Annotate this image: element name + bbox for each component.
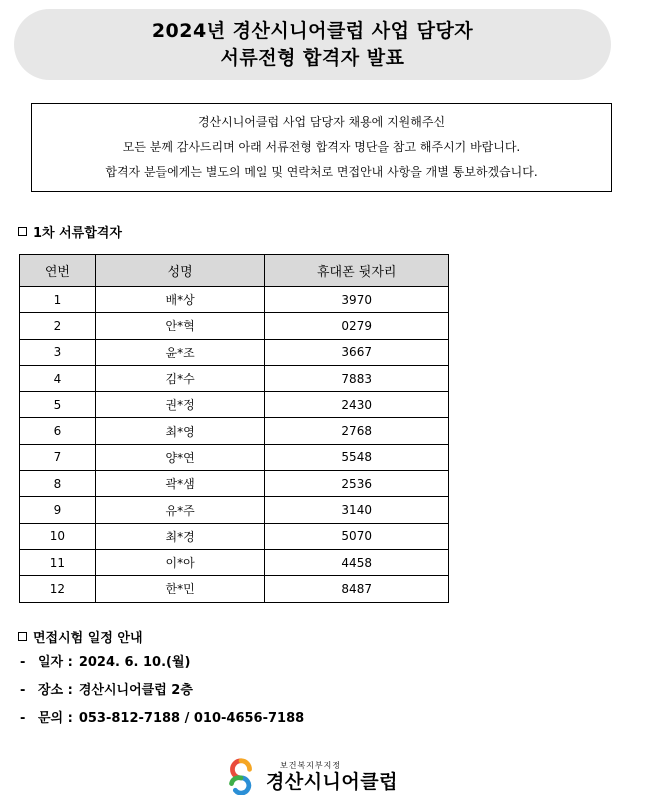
cell-phone: 8487 [265,576,449,602]
cell-number: 11 [20,549,96,575]
cell-phone: 3970 [265,287,449,313]
cell-phone: 3140 [265,497,449,523]
table-row [20,523,449,549]
dash-bullet: - [20,683,26,698]
cell-name: 윤*조 [95,339,265,365]
notice-box [31,103,612,192]
cell-name: 양*연 [95,444,265,470]
column-header-name: 성명 [95,255,265,287]
cell-number: 2 [20,313,96,339]
cell-number: 3 [20,339,96,365]
logo-name: 경산시니어클럽 [266,770,398,793]
section-heading-interview [18,627,143,646]
cell-phone: 2536 [265,471,449,497]
cell-name: 배*상 [95,287,265,313]
cell-name: 최*경 [95,523,265,549]
section-heading-results [18,222,122,241]
info-label: 장소 : [38,683,73,698]
table-row [20,392,449,418]
cell-name: 곽*샘 [95,471,265,497]
table-row [20,549,449,575]
section-heading-text: 1차 서류합격자 [33,226,122,241]
dash-bullet: - [20,655,26,670]
table-row [20,418,449,444]
cell-name: 권*정 [95,392,265,418]
table-row [20,576,449,602]
cell-phone: 7883 [265,365,449,391]
table-header-row [20,255,449,287]
notice-line-3: 합격자 분들에게는 별도의 메일 및 연락처로 면접안내 사항을 개별 통보하겠습니다. [105,165,538,179]
info-value: 경산시니어클럽 2층 [78,683,193,698]
cell-number: 5 [20,392,96,418]
table-row [20,444,449,470]
interview-info-list [20,652,304,736]
cell-name: 이*아 [95,549,265,575]
table-row [20,339,449,365]
page-title-line-2: 서류전형 합격자 발표 [220,46,405,69]
cell-name: 한*민 [95,576,265,602]
column-header-phone: 휴대폰 뒷자리 [265,255,449,287]
cell-phone: 0279 [265,313,449,339]
cell-name: 김*수 [95,365,265,391]
cell-name: 유*주 [95,497,265,523]
table-row [20,313,449,339]
list-item [20,652,304,680]
info-value: 2024. 6. 10.(월) [78,655,191,670]
cell-number: 4 [20,365,96,391]
page-title-line-1: 2024년 경산시니어클럽 사업 담당자 [151,19,474,42]
cell-phone: 5548 [265,444,449,470]
cell-number: 7 [20,444,96,470]
cell-phone: 4458 [265,549,449,575]
notice-line-1: 경산시니어클럽 사업 담당자 채용에 지원해주신 [197,115,446,129]
checkbox-bullet-icon [18,227,27,236]
section-heading-text: 면접시험 일정 안내 [33,631,143,646]
logo-subtitle: 보건복지부지정 [280,760,342,770]
cell-number: 10 [20,523,96,549]
list-item [20,708,304,736]
info-label: 일자 : [38,655,73,670]
table-row [20,287,449,313]
results-table [19,254,449,603]
info-label: 문의 : [38,711,73,726]
checkbox-bullet-icon [18,632,27,641]
cell-number: 12 [20,576,96,602]
notice-line-2: 모든 분께 감사드리며 아래 서류전형 합격자 명단을 참고 해주시기 바랍니다. [122,140,521,154]
cell-phone: 5070 [265,523,449,549]
list-item [20,680,304,708]
column-header-number: 연번 [20,255,96,287]
cell-number: 8 [20,471,96,497]
cell-phone: 3667 [265,339,449,365]
cell-name: 안*혁 [95,313,265,339]
dash-bullet: - [20,711,26,726]
table-row [20,471,449,497]
cell-number: 6 [20,418,96,444]
title-banner [14,9,611,80]
senior-club-logo-icon [222,757,260,795]
cell-phone: 2768 [265,418,449,444]
cell-phone: 2430 [265,392,449,418]
cell-name: 최*영 [95,418,265,444]
table-row [20,497,449,523]
info-value: 053-812-7188 / 010-4656-7188 [78,711,305,726]
footer-logo [222,757,398,795]
cell-number: 9 [20,497,96,523]
table-row [20,365,449,391]
cell-number: 1 [20,287,96,313]
